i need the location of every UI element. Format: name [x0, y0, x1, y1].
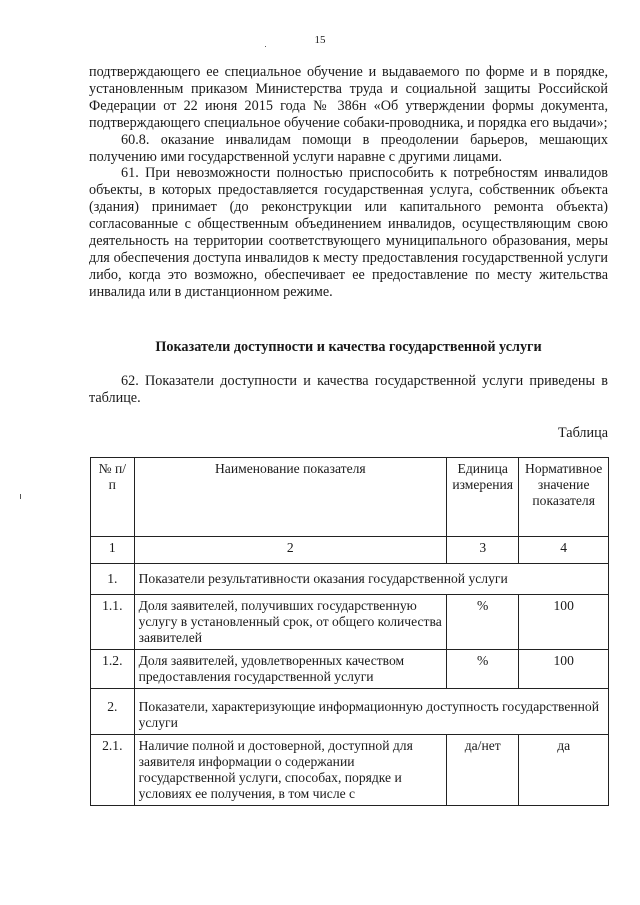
table-row	[91, 735, 609, 806]
scan-speck	[20, 494, 21, 499]
body-text	[89, 64, 608, 301]
row-norm: 100	[519, 650, 609, 689]
column-number: 1	[91, 537, 135, 564]
scan-speck	[265, 46, 266, 47]
table-row-section-1	[91, 564, 609, 595]
paragraph-62: 62. Показатели доступности и качества государственной услуги приведены в таблице.	[89, 373, 608, 406]
row-name: Доля заявителей, удовлетворенных качеством предоставления государственной услуги	[134, 650, 446, 689]
row-num: 2.1.	[91, 735, 135, 806]
row-section-title: Показатели результативности оказания государственной услуги	[134, 564, 608, 595]
column-number-row	[91, 537, 609, 564]
table-header-row	[91, 458, 609, 537]
header-norm: Нормативное значение показателя	[519, 458, 609, 537]
column-number: 2	[134, 537, 446, 564]
paragraph-62-block	[89, 373, 608, 407]
column-number: 3	[447, 537, 519, 564]
row-norm: 100	[519, 595, 609, 650]
row-name: Наличие полной и достоверной, доступной для заявителя информации о содержании государственной услуги, способах, порядке и условиях ее получения, в том числе с	[134, 735, 446, 806]
paragraph-60-8: 60.8. оказание инвалидам помощи в преодолении барьеров, мешающих получению ими государственной услуги наравне с другими лицами.	[89, 131, 608, 165]
column-number: 4	[519, 537, 609, 564]
table-caption: Таблица	[557, 425, 608, 441]
paragraph-cont: подтверждающего ее специальное обучение и выдаваемого по форме и в порядке, установленным приказом Министерства труда и социальной защиты Российской Федерации от 22 июня 2015 года № 386н «Об утверждении формы документа, подтверждающего специальное обучение собаки-проводника, и порядка его выдачи»;	[89, 64, 608, 131]
paragraph-61: 61. При невозможности полностью приспособить к потребностям инвалидов объекты, в которых предоставляется государственная услуга, собственник объекта (здания) принимает (до реконструкции или капитального ремонта объекта) согласованные с общественным объединением инвалидов, осуществляющим свою деятельность на территории соответствующего муниципального образования, меры для обеспечения доступа инвалидов к месту предоставления государственной услуги либо, когда это возможно, обеспечивает ее предоставление по месту жительства инвалида или в дистанционном режиме.	[89, 165, 608, 300]
section-heading: Показатели доступности и качества государственной услуги	[155, 339, 542, 355]
row-section-title: Показатели, характеризующие информационную доступность государственной услуги	[134, 689, 608, 735]
row-num: 1.	[91, 564, 135, 595]
row-unit: %	[447, 650, 519, 689]
table-row	[91, 650, 609, 689]
row-num: 2.	[91, 689, 135, 735]
row-num: 1.2.	[91, 650, 135, 689]
header-unit: Единица измерения	[447, 458, 519, 537]
header-num: № п/п	[91, 458, 135, 537]
row-unit: да/нет	[447, 735, 519, 806]
indicators-table	[90, 457, 609, 806]
page-number: 15	[314, 34, 326, 46]
table-row	[91, 595, 609, 650]
row-unit: %	[447, 595, 519, 650]
row-name: Доля заявителей, получивших государственную услугу в установленный срок, от общего количества заявителей	[134, 595, 446, 650]
row-norm: да	[519, 735, 609, 806]
row-num: 1.1.	[91, 595, 135, 650]
table-row-section-2	[91, 689, 609, 735]
header-name: Наименование показателя	[134, 458, 446, 537]
